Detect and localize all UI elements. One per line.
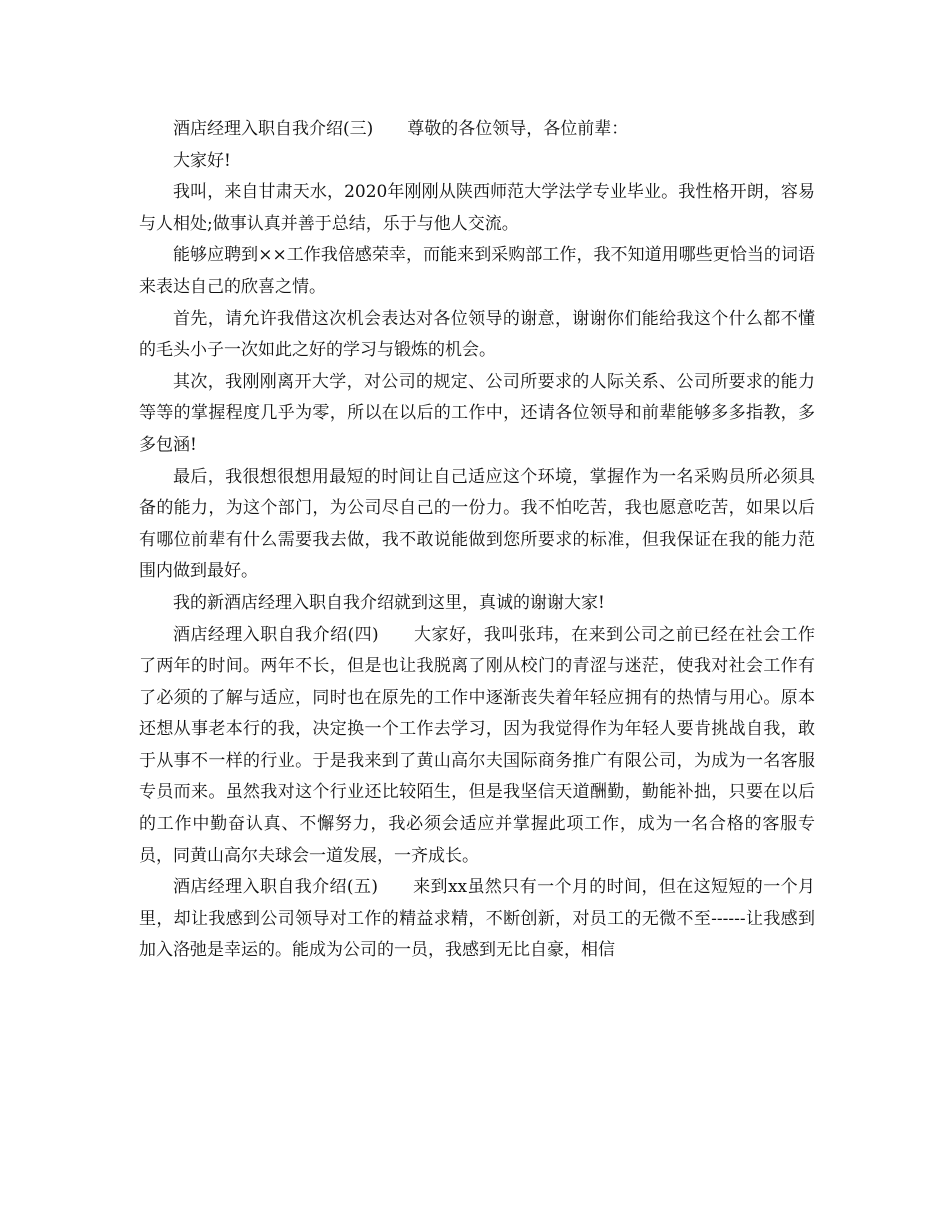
paragraph-4: 能够应聘到××工作我倍感荣幸，而能来到采购部工作，我不知道用哪些更恰当的词语来表达自己的欣喜之情。: [139, 245, 815, 297]
paragraph-7: 最后，我很想很想用最短的时间让自己适应这个环境，掌握作为一名采购员所必须具备的能力，为这个部门，为公司尽自己的一份力。我不怕吃苦，我也愿意吃苦，如果以后有哪位前辈有什么需要我去做，我不敢说能做到您所要求的标准，但我保证在我的能力范围内做到最好。: [139, 466, 815, 582]
paragraph-8: 我的新酒店经理入职自我介绍就到这里，真诚的谢谢大家!: [173, 592, 605, 613]
paragraph-3: 我叫，来自甘肃天水，2020年刚刚从陕西师范大学法学专业毕业。我性格开朗，容易与人相处;做事认真并善于总结，乐于与他人交流。: [139, 182, 815, 234]
paragraph-9: 酒店经理入职自我介绍(四) 大家好，我叫张玮，在来到公司之前已经在社会工作了两年的时间。两年不长，但是也让我脱离了刚从校门的青涩与迷茫，使我对社会工作有了必须的了解与适应，同时也在原先的工作中逐渐丧失着年轻应拥有的热情与用心。原本还想从事老本行的我，决定换一个工作去学习，因为我觉得作为年轻人要肯挑战自我，敢于从事不一样的行业。于是我来到了黄山高尔夫国际商务推广有限公司，为成为一名客服专员而来。虽然我对这个行业还比较陌生，但是我坚信天道酬勤，勤能补拙，只要在以后的工作中勤奋认真、不懈努力，我必须会适应并掌握此项工作，成为一名合格的客服专员，同黄山高尔夫球会一道发展，一齐成长。: [139, 624, 815, 866]
paragraph-1: 酒店经理入职自我介绍(三) 尊敬的各位领导，各位前辈：: [173, 119, 629, 139]
paragraph-2: 大家好!: [173, 150, 231, 171]
paragraph-5: 首先，请允许我借这次机会表达对各位领导的谢意，谢谢你们能给我这个什么都不懂的毛头小子一次如此之好的学习与锻炼的机会。: [139, 308, 815, 361]
paragraph-10: 酒店经理入职自我介绍(五) 来到xx虽然只有一个月的时间，但在这短短的一个月里，却让我感到公司领导对工作的精益求精，不断创新，对员工的无微不至------让我感到加入洛弛是幸运的。能成为公司的一员，我感到无比自豪，相信: [139, 877, 815, 961]
document-body: [139, 114, 815, 967]
paragraph-6: 其次，我刚刚离开大学，对公司的规定、公司所要求的人际关系、公司所要求的能力等等的掌握程度几乎为零，所以在以后的工作中，还请各位领导和前辈能够多多指教，多多包涵!: [139, 371, 815, 455]
